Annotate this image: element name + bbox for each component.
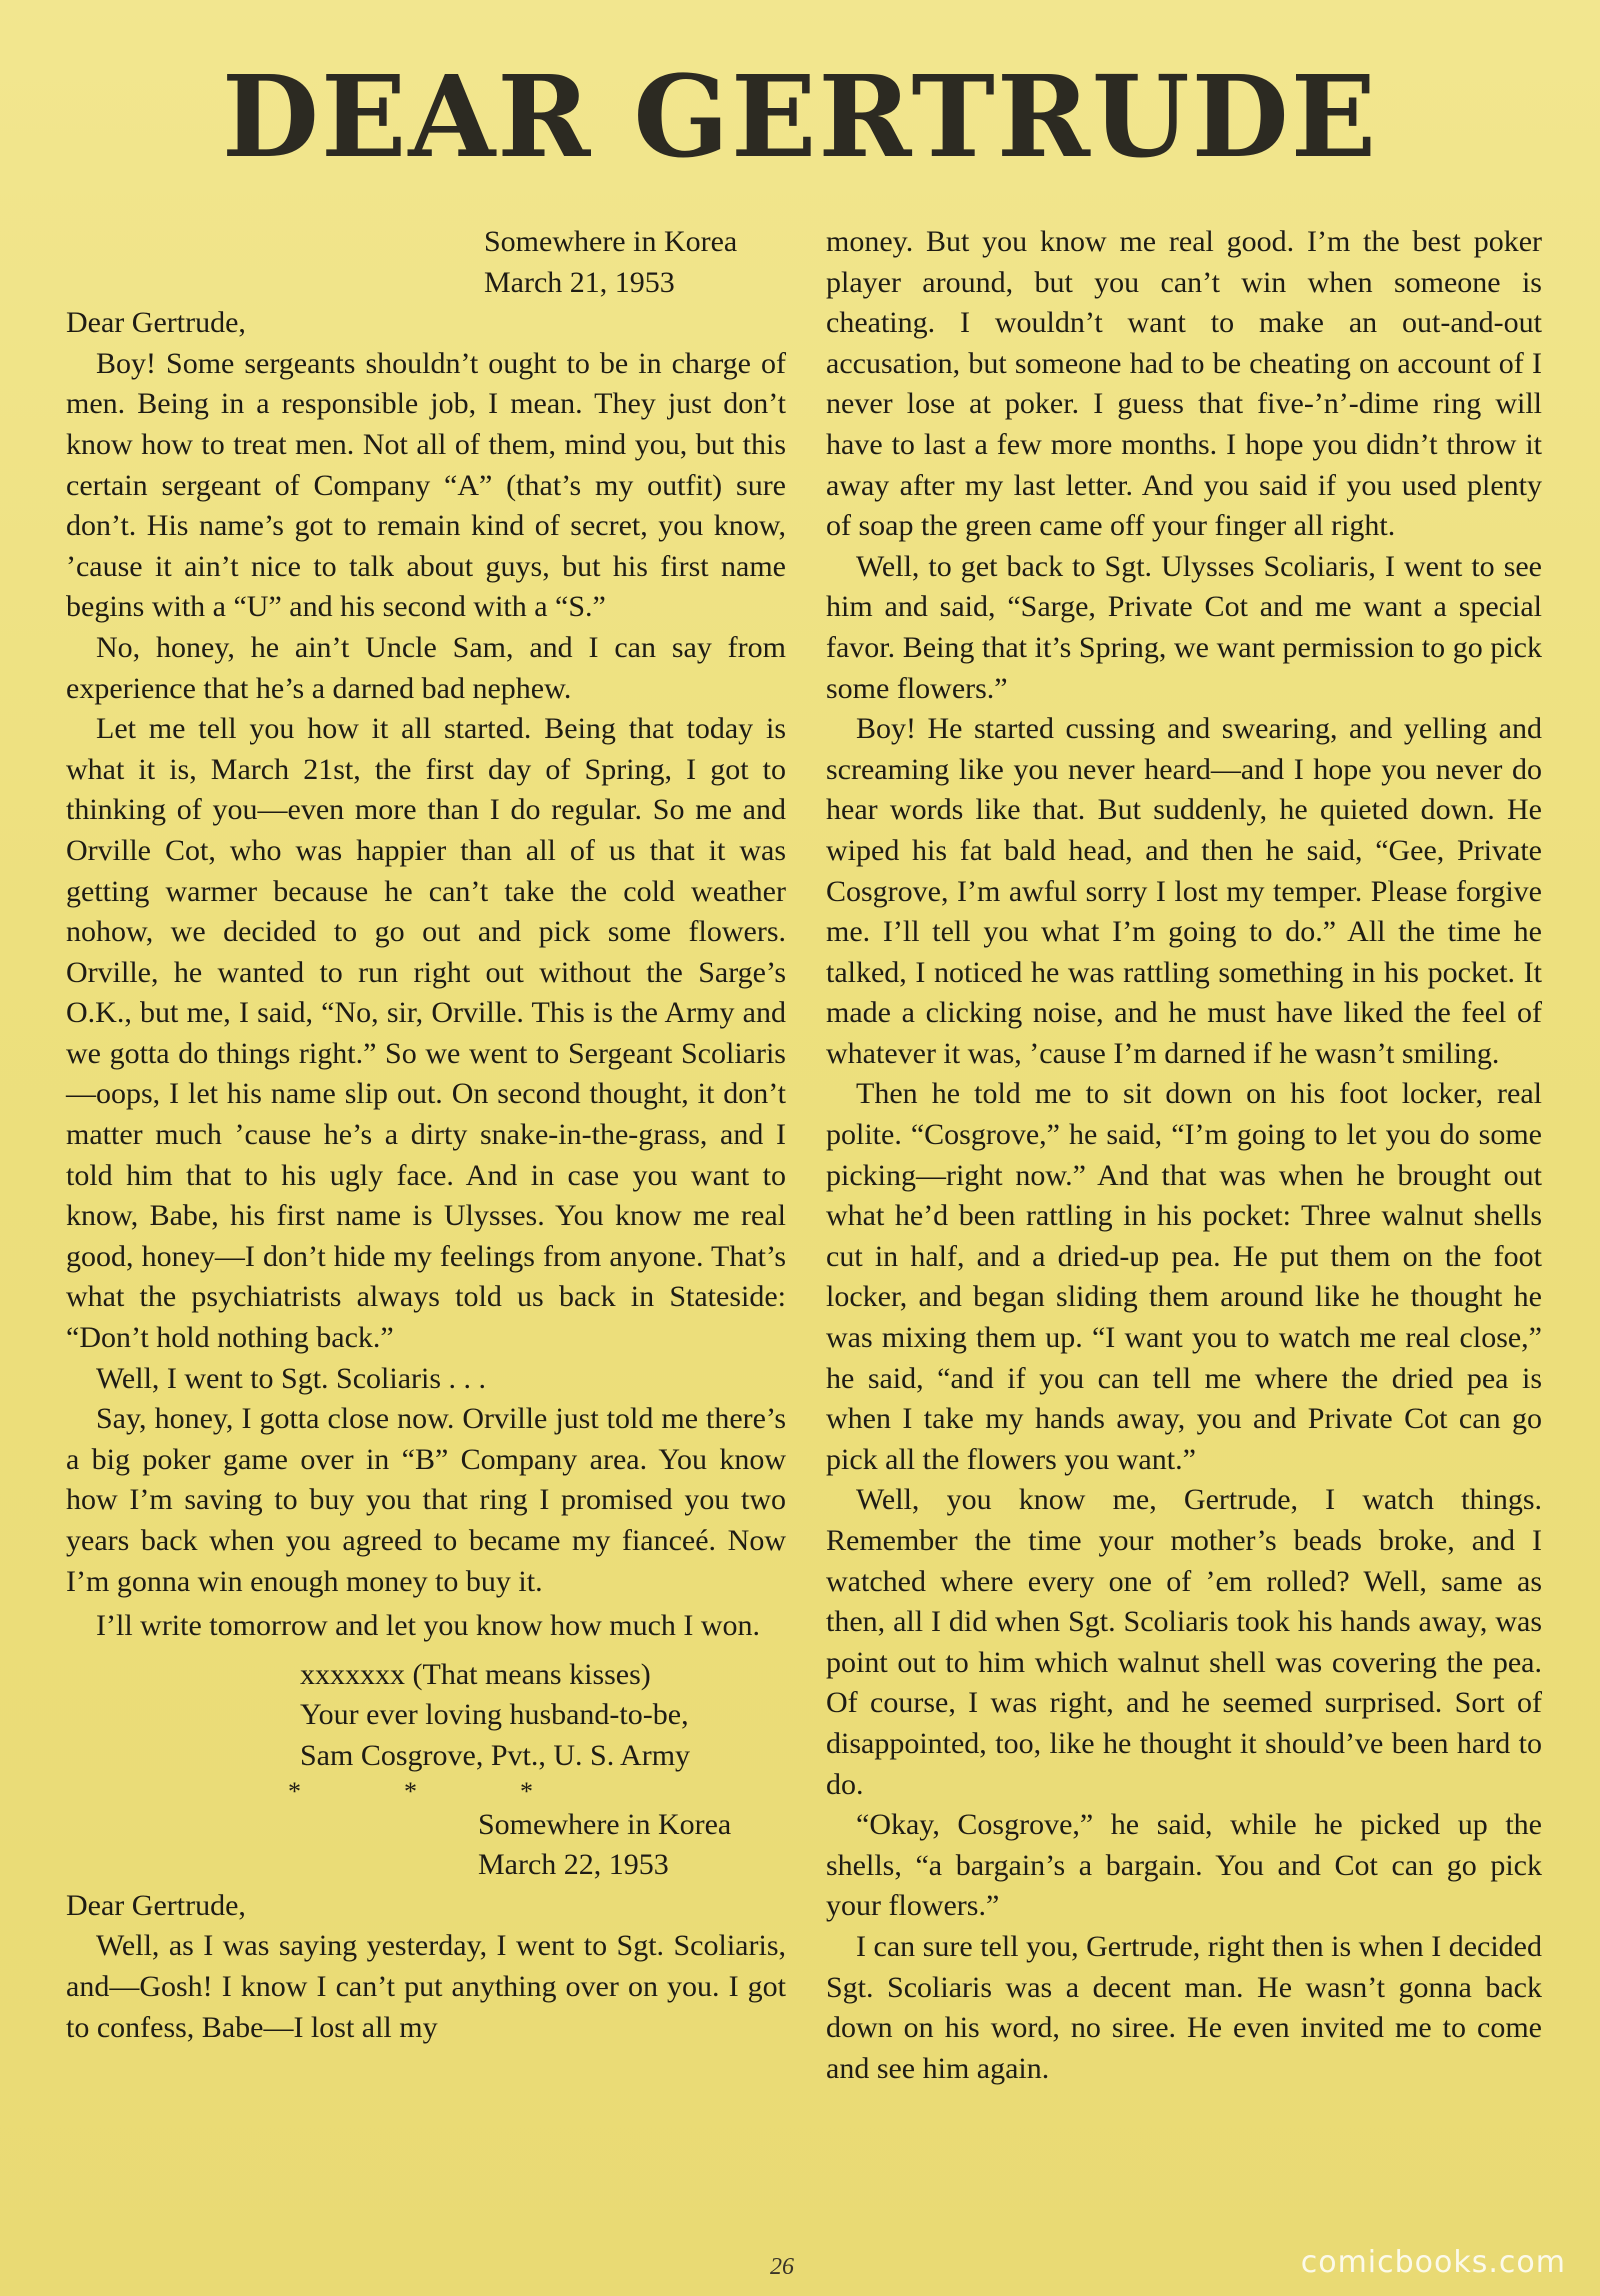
letter2-paragraph: Well, to get back to Sgt. Ulysses Scoliaris, I went to see him and said, “Sarge, Private Cot and me want a special favor. Being that it’s Spring, we want permission to go pick some flowers.” [826, 549, 1542, 705]
letter1-paragraph: Let me tell you how it all started. Being that today is what it is, March 21st, the first day of Spring, I got to thinking of you—even more than I do regular. So me and Orville Cot, who was happier than all of us that it was getting warmer because he can’t take the cold weather nohow, we decided to go out and pick some flowers. Orville, he wanted to run right out without the Sarge’s O.K., but me, I said, “No, sir, Orville. This is the Army and we gotta do things right.” So we went to Sergeant Scoliaris—oops, I let his name slip out. On second thought, it don’t matter much ’cause he’s a dirty snake-in-the-grass, and I told him that to his ugly face. And in case you want to know, Babe, his first name is Ulysses. You know me real good, honey—I don’t hide my feelings from anyone. That’s what the psychiatrists always told us back in Stateside: “Don’t hold nothing back.” [66, 712, 786, 1355]
letter1-paragraph: No, honey, he ain’t Uncle Sam, and I can say from experience that he’s a darned bad nephew. [66, 630, 786, 705]
page-title: DEAR GERTRUDE [221, 52, 1379, 183]
letter2-paragraph: money. But you know me real good. I’m the best poker player around, but you can’t win when someone is cheating. I wouldn’t want to make an out-and-out accusation, but someone had to be cheating on account of I never lose at poker. I guess that five-’n’-dime ring will have to last a few more months. I hope you didn’t throw it away after my last letter. And you said if you used plenty of soap the green came off your finger all right. [826, 225, 1542, 543]
separator-star: * [520, 1776, 533, 1806]
letter1-signature [66, 1655, 786, 1777]
letter1-paragraph: Boy! Some sergeants shouldn’t ought to be in charge of men. Being in a responsible job, I mean. They just don’t know how to treat men. Not all of them, mind you, but this certain sergeant of Company “A” (that’s my outfit) sure don’t. His name’s got to remain kind of secret, you know, ’cause it ain’t nice to talk about guys, but his first name begins with a “U” and his second with a “S.” [66, 346, 786, 624]
letter2-place: Somewhere in Korea [478, 1807, 732, 1841]
letter2-dateline [66, 1805, 786, 1886]
letter2-paragraph: I can sure tell you, Gertrude, right then is when I decided Sgt. Scoliaris was a decent man. He wasn’t gonna back down on his word, no siree. He even invited me to come and see him again. [826, 1929, 1542, 2085]
letter1-paragraph: Say, honey, I gotta close now. Orville just told me there’s a big poker game over in “B” Company area. You know how I’m saving to buy you that ring I promised you two years back when you agreed to became my fianceé. Now I’m gonna win enough money to buy it. [66, 1402, 786, 1598]
letter2-paragraph: Boy! He started cussing and swearing, and yelling and screaming like you never heard—and I hope you never do hear words like that. But suddenly, he quieted down. He wiped his fat bald head, and then he said, “Gee, Private Cosgrove, I’m awful sorry I lost my temper. Please forgive me. I’ll tell you what I’m going to do.” All the time he talked, I noticed he was rattling something in his pocket. It made a clicking noise, and he must have liked the feel of whatever it was, ’cause I’m darned if he wasn’t smiling. [826, 712, 1542, 1070]
letter1-date: March 21, 1953 [484, 265, 675, 299]
watermark: comicbooks.com [1300, 2245, 1566, 2280]
signature-line: Your ever loving husband-to-be, [300, 1698, 689, 1732]
letter2-paragraph: Then he told me to sit down on his foot locker, real polite. “Cosgrove,” he said, “I’m going to let you do some picking—right now.” And that was when he brought out what he’d been rattling in his pocket: Three walnut shells cut in half, and a dried-up pea. He put them on the foot locker, and began sliding them around like he thought he was mixing them up. “I want you to watch me real close,” he said, “and if you can tell me where the dried pea is when I take my hands away, you and Private Cot can go pick all the flowers you want.” [826, 1077, 1542, 1476]
right-column [826, 222, 1542, 2089]
signature-line: xxxxxxx (That means kisses) [300, 1657, 651, 1691]
separator-star: * [404, 1776, 417, 1806]
letter1-salutation: Dear Gertrude, [66, 306, 246, 340]
separator-star: * [288, 1776, 301, 1806]
signature-line: Sam Cosgrove, Pvt., U. S. Army [300, 1738, 691, 1772]
letter1-place: Somewhere in Korea [484, 225, 738, 258]
page-number: 26 [770, 2254, 794, 2280]
letter1-paragraph: I’ll write tomorrow and let you know how much I won. [96, 1609, 761, 1643]
letter2-paragraph: “Okay, Cosgrove,” he said, while he picked up the shells, “a bargain’s a bargain. You and Cot can go pick your flowers.” [826, 1808, 1542, 1923]
letter1-dateline [66, 222, 786, 303]
letter2-salutation: Dear Gertrude, [66, 1888, 246, 1922]
letter2-paragraph: Well, as I was saying yesterday, I went to Sgt. Scoliaris, and—Gosh! I know I can’t put anything over on you. I got to confess, Babe—I lost all my [66, 1929, 786, 2044]
letter2-paragraph: Well, you know me, Gertrude, I watch things. Remember the time your mother’s beads broke, and I watched where every one of ’em rolled? Well, same as then, all I did when Sgt. Scoliaris took his hands away, was point out to him which walnut shell was covering the pea. Of course, I was right, and he seemed surprised. Sort of disappointed, too, like he thought it should’ve been hard to do. [826, 1483, 1542, 1801]
left-column [66, 222, 786, 2048]
letter2-date: March 22, 1953 [478, 1848, 669, 1882]
letter1-paragraph: Well, I went to Sgt. Scoliaris . . . [96, 1361, 487, 1395]
